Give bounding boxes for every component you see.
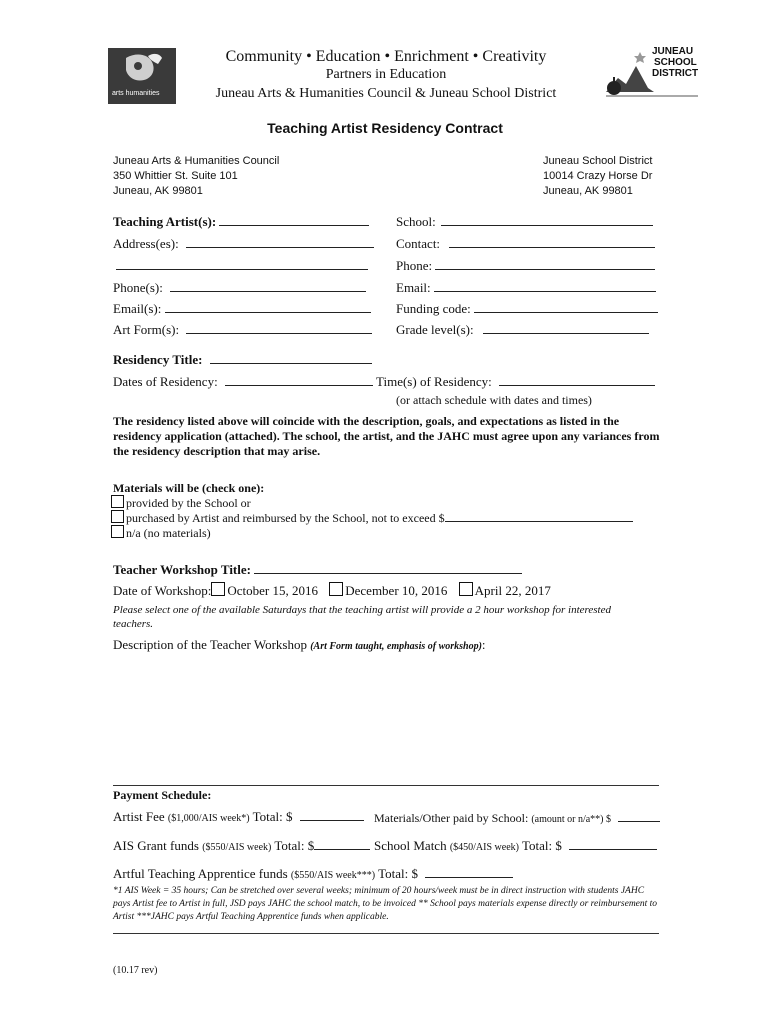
- school-phone-field: [396, 256, 655, 274]
- materials-artist-checkbox[interactable]: [111, 510, 124, 523]
- jahc-logo: [108, 48, 176, 104]
- workshop-date2-checkbox[interactable]: [329, 582, 343, 596]
- school-phone-input[interactable]: [435, 256, 655, 270]
- funding-input[interactable]: [474, 299, 658, 313]
- workshop-title-input[interactable]: [254, 560, 522, 574]
- contact-input[interactable]: [449, 234, 655, 248]
- materials-school-checkbox[interactable]: [111, 495, 124, 508]
- school-match-total-label: Total: $: [522, 838, 562, 853]
- ais-grant-label: AIS Grant funds: [113, 838, 199, 853]
- phone-input[interactable]: [170, 278, 366, 292]
- workshop-date-label: Date of Workshop:: [113, 583, 212, 598]
- workshop-date3-checkbox[interactable]: [459, 582, 473, 596]
- artist-input[interactable]: [219, 212, 369, 226]
- apprentice-rate: ($550/AIS week***): [290, 870, 376, 881]
- school-email-field: [396, 278, 656, 296]
- workshop-description-hint: (Art Form taught, emphasis of workshop): [310, 641, 482, 652]
- materials-other-field: [374, 808, 660, 826]
- materials-na-label: n/a (no materials): [126, 526, 211, 540]
- materials-heading: Materials will be (check one):: [113, 481, 265, 495]
- workshop-date1-checkbox[interactable]: [211, 582, 225, 596]
- workshop-date3-label: April 22, 2017: [474, 583, 551, 598]
- phone-field: [113, 278, 366, 296]
- apprentice-field: [113, 864, 513, 882]
- residency-dates-input[interactable]: [225, 372, 373, 386]
- school-match-rate: ($450/AIS week): [449, 842, 519, 853]
- materials-other-label: Materials/Other paid by School:: [374, 811, 529, 825]
- jsd-address-line: Juneau School District: [543, 155, 653, 167]
- residency-dates-label: Dates of Residency:: [113, 374, 218, 389]
- school-email-label: Email:: [396, 280, 431, 295]
- workshop-description-label: Description of the Teacher Workshop: [113, 637, 311, 652]
- artist-fee-field: [113, 807, 364, 825]
- apprentice-total-label: Total: $: [378, 866, 418, 881]
- header-councils: Juneau Arts & Humanities Council & Juneau School District: [215, 86, 557, 101]
- residency-times-label: Time(s) of Residency:: [376, 374, 492, 389]
- jahc-address-line: Juneau Arts & Humanities Council: [113, 155, 280, 167]
- jahc-logo-text: arts humanities: [112, 90, 160, 97]
- jsd-logo: [604, 44, 700, 100]
- artist-fee-input[interactable]: [300, 807, 364, 821]
- workshop-date1-label: October 15, 2016: [227, 583, 318, 598]
- residency-dates-field: [113, 372, 373, 390]
- materials-school-label: provided by the School or: [126, 496, 251, 510]
- attach-note: (or attach schedule with dates and times): [396, 393, 592, 407]
- materials-other-hint: (amount or n/a**) $: [531, 814, 612, 825]
- apprentice-input[interactable]: [425, 864, 513, 878]
- address-label: Address(es):: [113, 236, 179, 251]
- address-input[interactable]: [186, 234, 374, 248]
- grade-field: [396, 320, 649, 338]
- school-match-label: School Match: [374, 838, 447, 853]
- school-match-field: [374, 836, 657, 854]
- artist-fee-label: Artist Fee: [113, 809, 165, 824]
- grade-input[interactable]: [483, 320, 649, 334]
- artist-label: Teaching Artist(s):: [113, 214, 217, 229]
- email-field: [113, 299, 371, 317]
- contact-label: Contact:: [396, 236, 441, 251]
- residency-title-field: [113, 350, 372, 368]
- jsd-address-line: 10014 Crazy Horse Dr: [543, 170, 653, 182]
- address-field: [113, 234, 374, 252]
- address-input-line2[interactable]: [116, 256, 368, 270]
- email-input[interactable]: [165, 299, 371, 313]
- payment-heading: Payment Schedule:: [113, 788, 212, 802]
- address-line2-field: [116, 256, 368, 274]
- jsd-address-line: Juneau, AK 99801: [543, 185, 633, 197]
- jahc-address-line: 350 Whittier St. Suite 101: [113, 170, 238, 182]
- artform-input[interactable]: [186, 320, 372, 334]
- school-input[interactable]: [441, 212, 653, 226]
- funding-field: [396, 299, 658, 317]
- materials-other-input[interactable]: [618, 808, 660, 822]
- ais-grant-input[interactable]: [314, 836, 370, 850]
- artform-field: [113, 320, 372, 338]
- workshop-description-colon: :: [481, 637, 486, 652]
- materials-artist-label: purchased by Artist and reimbursed by the School, not to exceed $: [126, 511, 445, 525]
- school-label: School:: [396, 214, 436, 229]
- grade-label: Grade level(s):: [396, 322, 474, 337]
- artist-field: [113, 212, 369, 230]
- materials-amount-input[interactable]: [445, 510, 633, 522]
- school-field: [396, 212, 653, 230]
- workshop-note: Please select one of the available Saturdays that the teaching artist will provide a 2 hour workshop for interested teachers.: [113, 604, 611, 630]
- payment-bottom-rule: [113, 933, 659, 934]
- workshop-title-field: [113, 560, 522, 578]
- funding-label: Funding code:: [396, 301, 471, 316]
- phone-label: Phone(s):: [113, 280, 163, 295]
- materials-option-school: [111, 495, 251, 511]
- ais-grant-total-label: Total: $: [274, 838, 315, 853]
- hands-mask-icon: [108, 48, 176, 92]
- school-phone-label: Phone:: [396, 258, 433, 273]
- workshop-description-field: [113, 637, 486, 653]
- school-email-input[interactable]: [434, 278, 656, 292]
- school-match-input[interactable]: [569, 836, 657, 850]
- workshop-date2-label: December 10, 2016: [345, 583, 448, 598]
- residency-times-input[interactable]: [499, 372, 655, 386]
- header-tagline: Community • Education • Enrichment • Creativity: [225, 48, 547, 65]
- jsd-address: [543, 154, 652, 199]
- residency-title-label: Residency Title:: [113, 352, 203, 367]
- contact-field: [396, 234, 655, 252]
- jahc-address: [113, 154, 279, 199]
- residency-times-field: [376, 372, 655, 390]
- ais-grant-rate: ($550/AIS week): [202, 842, 272, 853]
- coincide-paragraph: The residency listed above will coincide with the description, goals, and expectations as listed in the residency application (attached). The school, the artist, and the JAHC must agree upon any variances from the residency description that may arise.: [113, 414, 660, 458]
- artist-fee-total-label: Total: $: [252, 809, 293, 824]
- materials-na-checkbox[interactable]: [111, 525, 124, 538]
- apprentice-label: Artful Teaching Apprentice funds: [113, 866, 288, 881]
- residency-title-input[interactable]: [210, 350, 372, 364]
- payment-footnote: *1 AIS Week = 35 hours; Can be stretched over several weeks; minimum of 20 hours/week must be in direct instruction with students JAHC pays Artist fee to Artist in full, JSD pays JAHC the school match, to be invoiced ** School pays materials expense directly or reimbursement to Artist ***JAHC pays Artful Teaching Apprentice funds when applicable.: [113, 886, 658, 922]
- workshop-description-area[interactable]: [113, 656, 658, 782]
- payment-top-rule: [113, 785, 659, 786]
- jsd-logo-line3: DISTRICT: [652, 68, 699, 79]
- page-title: Teaching Artist Residency Contract: [267, 120, 503, 136]
- workshop-title-label: Teacher Workshop Title:: [113, 562, 251, 577]
- workshop-date-field: [113, 582, 551, 599]
- revision-note: (10.17 rev): [113, 965, 158, 976]
- artist-fee-rate: ($1,000/AIS week*): [167, 813, 250, 824]
- jahc-address-line: Juneau, AK 99801: [113, 185, 203, 197]
- email-label: Email(s):: [113, 301, 162, 316]
- materials-option-na: [111, 525, 211, 541]
- jsd-logo-line1: JUNEAU: [652, 46, 694, 57]
- materials-option-artist: [111, 510, 633, 526]
- header-partners: Partners in Education: [325, 67, 447, 82]
- ais-grant-field: [113, 836, 370, 854]
- jsd-logo-line2: SCHOOL: [654, 57, 697, 68]
- artform-label: Art Form(s):: [113, 322, 180, 337]
